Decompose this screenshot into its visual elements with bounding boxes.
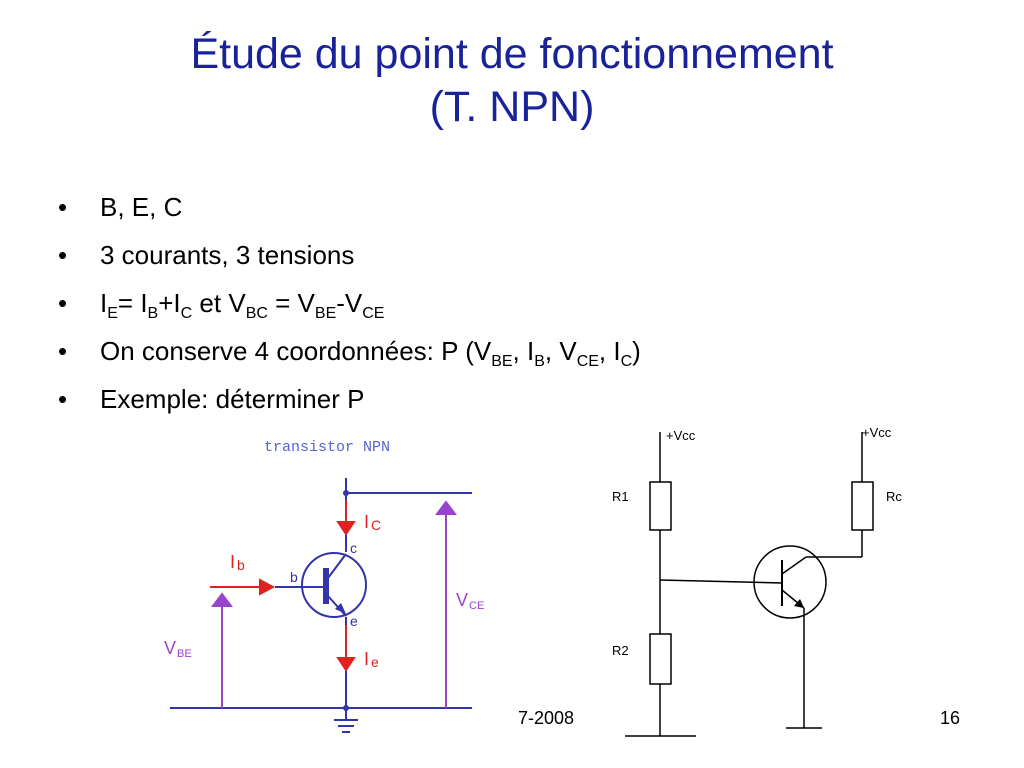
label-c: c bbox=[350, 540, 357, 556]
label-ie: I e bbox=[364, 649, 379, 670]
bullet-icon: • bbox=[58, 240, 68, 270]
footer-date: 7-2008 bbox=[518, 708, 575, 728]
label-vce: VCE bbox=[456, 590, 485, 612]
label-b: b bbox=[290, 569, 298, 585]
label-ic: I C bbox=[364, 512, 382, 533]
bullet-icon: • bbox=[58, 384, 68, 414]
bullet-text: On conserve 4 coordonnées: P ($V_{BE}$, $I_B$, $V_{CE}$, $I_C$) bbox=[100, 336, 641, 370]
bullet-icon: • bbox=[58, 192, 68, 222]
title-line-1: Étude du point de fonctionnement bbox=[190, 30, 834, 78]
rc-label: Rc bbox=[886, 489, 902, 504]
bullet-text: 3 courants, 3 tensions bbox=[100, 240, 355, 270]
page-number: 16 bbox=[940, 708, 961, 728]
label-vbe: VBE bbox=[164, 638, 192, 660]
bullet-text: $I_E= I_B+I_C$ et $V_{BC} = V_{BE}-V_{CE}$ bbox=[100, 288, 385, 322]
vcc-label-1: +Vcc bbox=[666, 428, 696, 443]
label-e: e bbox=[350, 613, 358, 629]
title-line-2: (T. NPN) bbox=[429, 83, 595, 131]
resistor-rc-icon bbox=[852, 482, 873, 530]
diagram-title: transistor NPN bbox=[264, 439, 391, 456]
resistor-r1-icon bbox=[650, 482, 671, 530]
resistor-r2-icon bbox=[650, 634, 671, 684]
bullet-icon: • bbox=[58, 336, 68, 366]
bullet-icon: • bbox=[58, 288, 68, 318]
label-ib: I b bbox=[230, 552, 245, 573]
bullet-text: Exemple: déterminer P bbox=[100, 384, 365, 414]
r2-label: R2 bbox=[612, 643, 629, 658]
bullet-text: B, E, C bbox=[100, 192, 183, 222]
r1-label: R1 bbox=[612, 489, 629, 504]
vcc-label-2: +Vcc bbox=[862, 425, 892, 440]
